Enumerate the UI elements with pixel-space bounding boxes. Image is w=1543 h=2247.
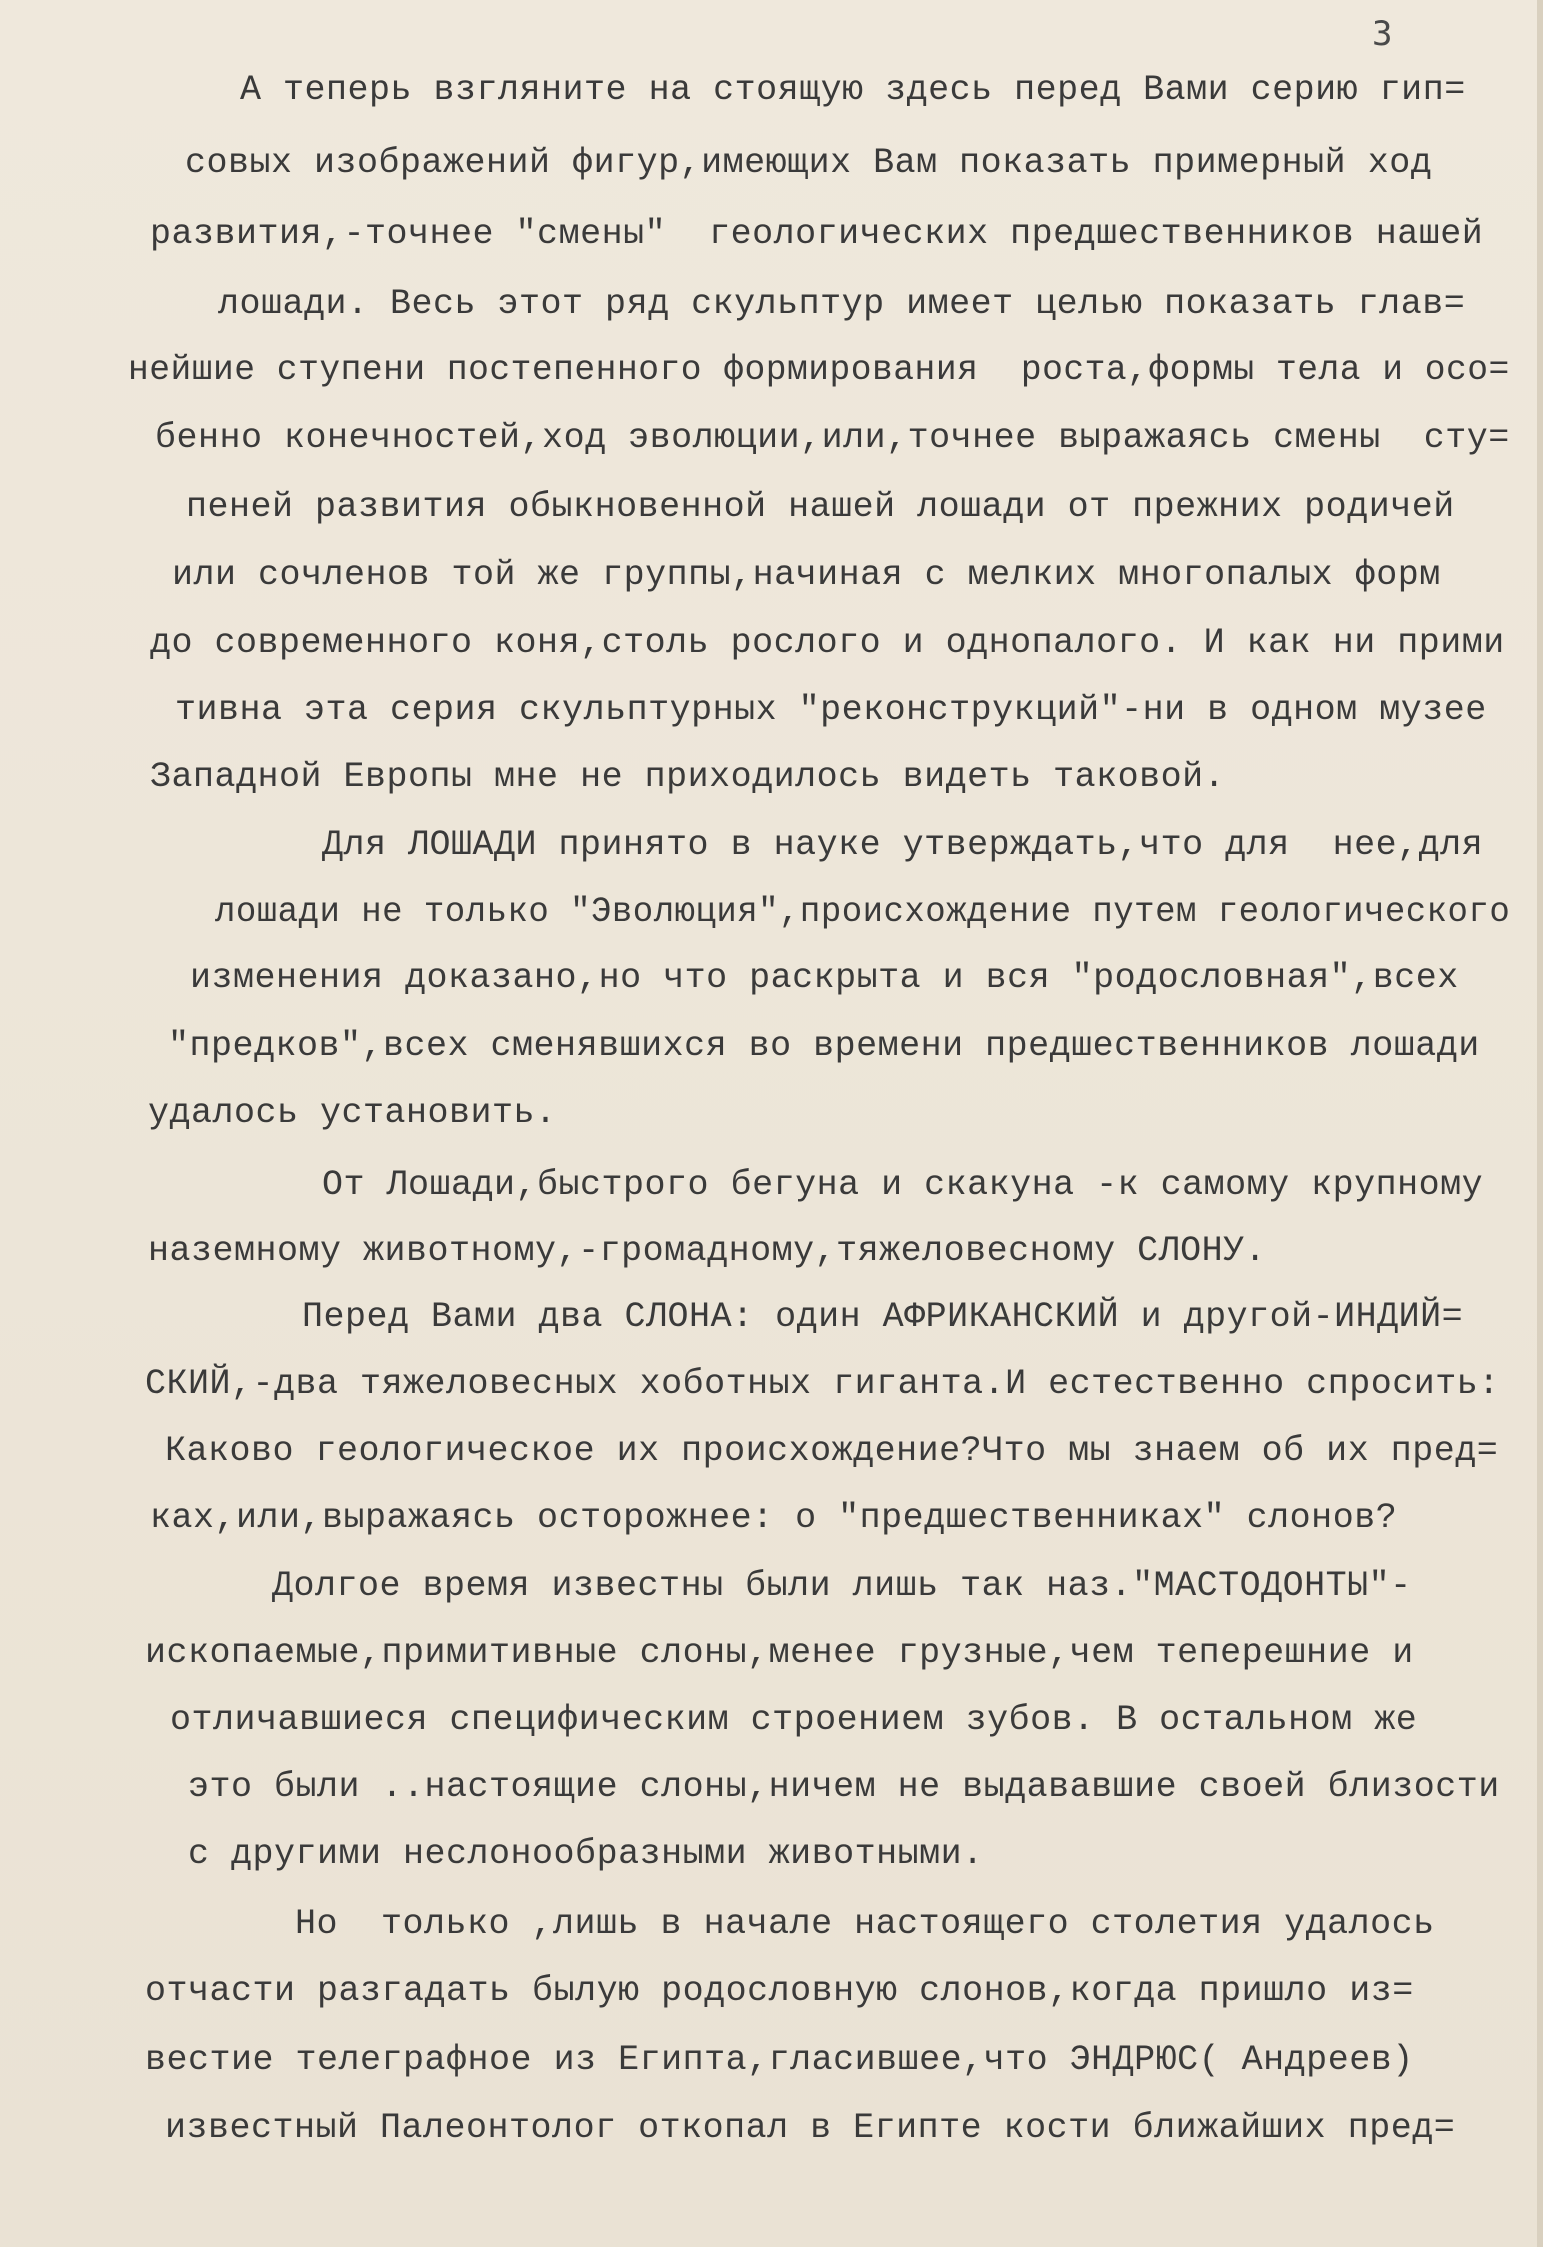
text-line-14: изменения доказано,но что раскрыта и вся "родословная",всех <box>190 958 1459 998</box>
text-line-29: отчасти разгадать былую родословную слонов,когда пришло из= <box>145 1971 1414 2011</box>
text-line-18: наземному животному,-громадному,тяжеловесному СЛОНУ. <box>148 1231 1267 1271</box>
text-line-17: От Лошади,быстрого бегуна и скакуна -к самому крупному <box>322 1165 1484 1205</box>
text-line-11: Западной Европы мне не приходилось видеть таковой. <box>150 757 1226 797</box>
text-line-5: нейшие ступени постепенного формирования роста,формы тела и осо= <box>128 350 1510 390</box>
text-line-21: Каково геологическое их происхождение?Что мы знаем об их пред= <box>165 1431 1499 1471</box>
paper-edge <box>1537 0 1543 2247</box>
text-line-15: "предков",всех сменявшихся во времени предшественников лошади <box>168 1026 1480 1066</box>
text-line-12: Для ЛОШАДИ принято в науке утверждать,что для нее,для <box>322 825 1484 865</box>
text-line-22: ках,или,выражаясь осторожнее: о "предшественниках" слонов? <box>150 1498 1398 1538</box>
text-line-8: или сочленов той же группы,начиная с мелких многопалых форм <box>172 555 1441 595</box>
text-line-9: до современного коня,столь рослого и однопалого. И как ни прими <box>150 623 1505 663</box>
text-line-19: Перед Вами два СЛОНА: один АФРИКАНСКИЙ и другой-ИНДИЙ= <box>302 1297 1464 1337</box>
text-line-1: А теперь взгляните на стоящую здесь перед Вами серию гип= <box>240 70 1466 110</box>
text-line-4: лошади. Весь этот ряд скульптур имеет целью показать глав= <box>218 284 1466 324</box>
text-line-2: совых изображений фигур,имеющих Вам показать примерный ход <box>185 143 1433 183</box>
text-line-25: отличавшиеся специфическим строением зубов. В остальном же <box>170 1700 1418 1740</box>
text-line-31: известный Палеонтолог откопал в Египте кости ближайших пред= <box>165 2108 1456 2148</box>
text-line-3: развития,-точнее "смены" геологических предшественников нашей <box>150 214 1484 254</box>
text-line-23: Долгое время известны были лишь так наз."МАСТОДОНТЫ"- <box>272 1566 1412 1606</box>
text-line-26: это были ..настоящие слоны,ничем не выдававшие своей близости <box>188 1767 1500 1807</box>
text-line-30: вестие телеграфное из Египта,гласившее,что ЭНДРЮС( Андреев) <box>145 2040 1414 2080</box>
text-line-6: бенно конечностей,ход эволюции,или,точнее выражаясь смены сту= <box>155 418 1510 458</box>
text-line-7: пеней развития обыкновенной нашей лошади от прежних родичей <box>186 487 1455 527</box>
text-line-27: с другими неслонообразными животными. <box>188 1834 984 1874</box>
text-line-24: ископаемые,примитивные слоны,менее грузные,чем теперешние и <box>145 1633 1414 1673</box>
text-line-20: СКИЙ,-два тяжеловесных хоботных гиганта.И естественно спросить: <box>145 1364 1500 1404</box>
page-number: 3 <box>1372 14 1393 54</box>
text-line-28: Но только ,лишь в начале настоящего столетия удалось <box>295 1904 1435 1944</box>
text-line-16: удалось установить. <box>148 1093 557 1133</box>
text-line-13: лошади не только "Эволюция",происхождение путем геологического <box>215 892 1511 932</box>
text-line-10: тивна эта серия скульптурных "реконструкций"-ни в одном музее <box>175 690 1487 730</box>
